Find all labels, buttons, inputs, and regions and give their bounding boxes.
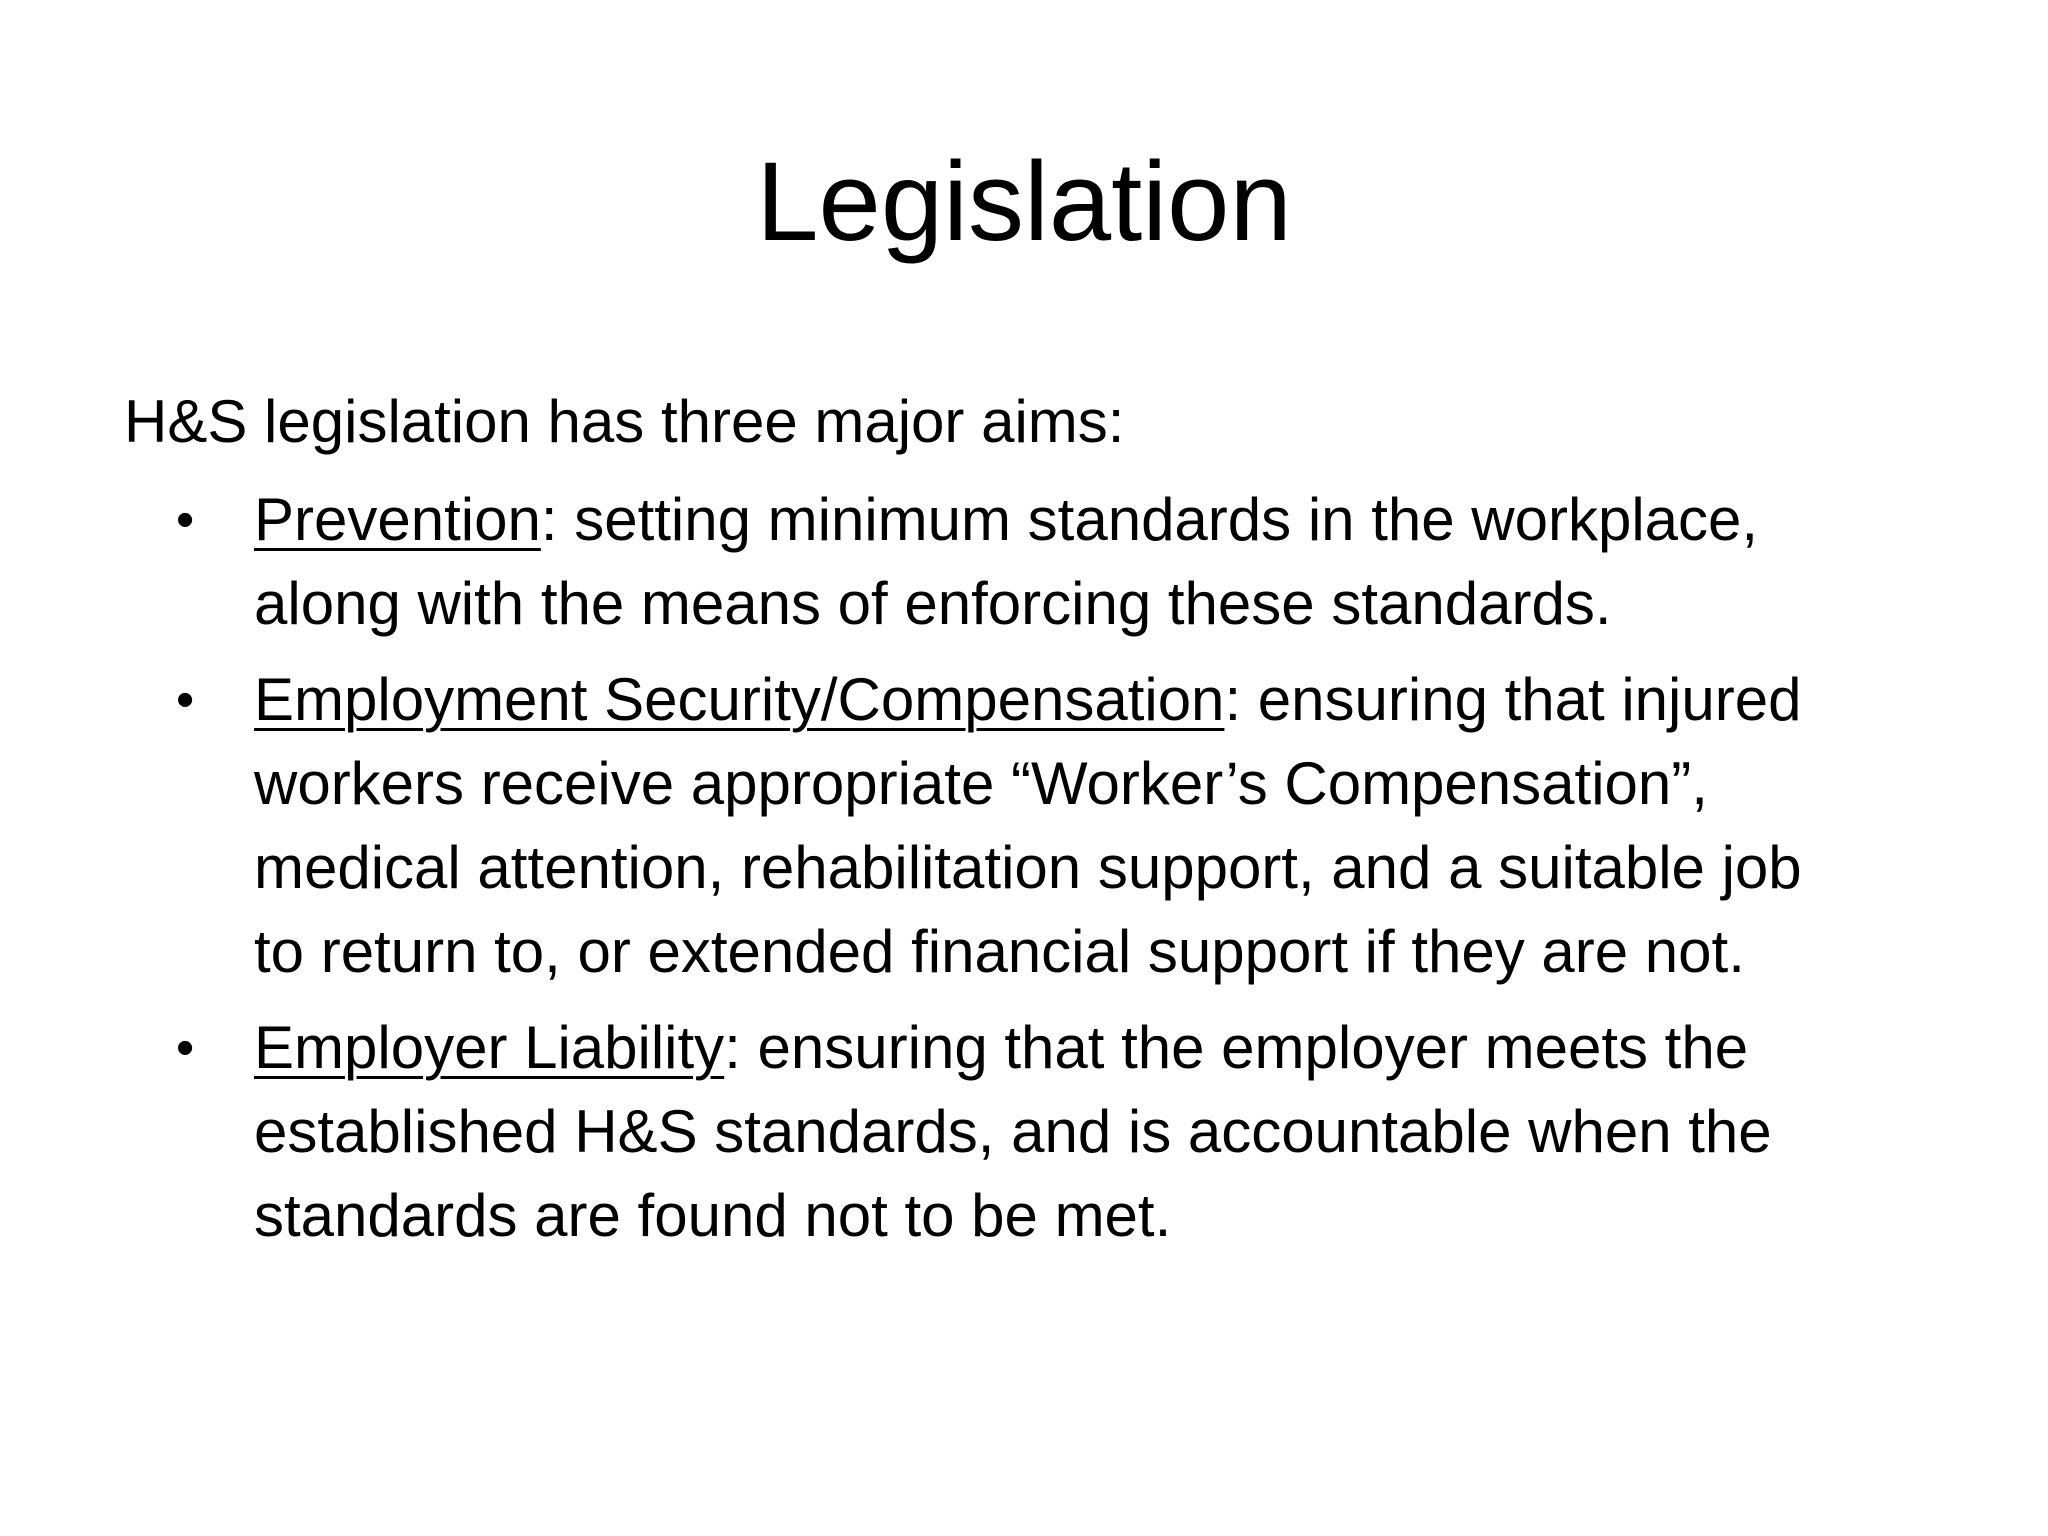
aim-line: workers receive appropriate “Worker’s Compensation”, [254,750,1708,817]
aim-line: to return to, or extended financial support if they are not. [254,918,1745,985]
aim-line: established H&S standards, and is accountable when the [254,1098,1772,1165]
aim-text [254,478,1954,646]
aim-description: : setting minimum standards in the workplace, [540,486,1759,553]
aim-term: Employment Security/Compensation [254,666,1225,733]
aim-term: Prevention [254,486,541,553]
aim-line: medical attention, rehabilitation support, and a suitable job [254,834,1802,901]
aim-employer-liability [0,1006,2048,1258]
aim-description: : ensuring that the employer meets the [724,1014,1749,1081]
bullet-icon: • [176,1019,195,1077]
aim-first-line [254,478,1954,562]
bullet-icon: • [176,491,195,549]
aim-text [254,1006,1954,1258]
aims-list [0,478,2048,1270]
aim-term: Employer Liability [254,1014,725,1081]
aim-description: : ensuring that injured [1224,666,1802,733]
bullet-icon: • [176,671,195,729]
aim-line: along with the means of enforcing these standards. [254,570,1612,637]
slide-title: Legislation [756,139,1292,264]
aim-first-line [254,1006,1954,1090]
intro-text: H&S legislation has three major aims: [124,388,1125,455]
aim-first-line [254,658,1954,742]
aim-line: standards are found not to be met. [254,1182,1172,1249]
aim-text [254,658,1954,994]
aim-prevention [0,478,2048,646]
aim-employment-security [0,658,2048,994]
